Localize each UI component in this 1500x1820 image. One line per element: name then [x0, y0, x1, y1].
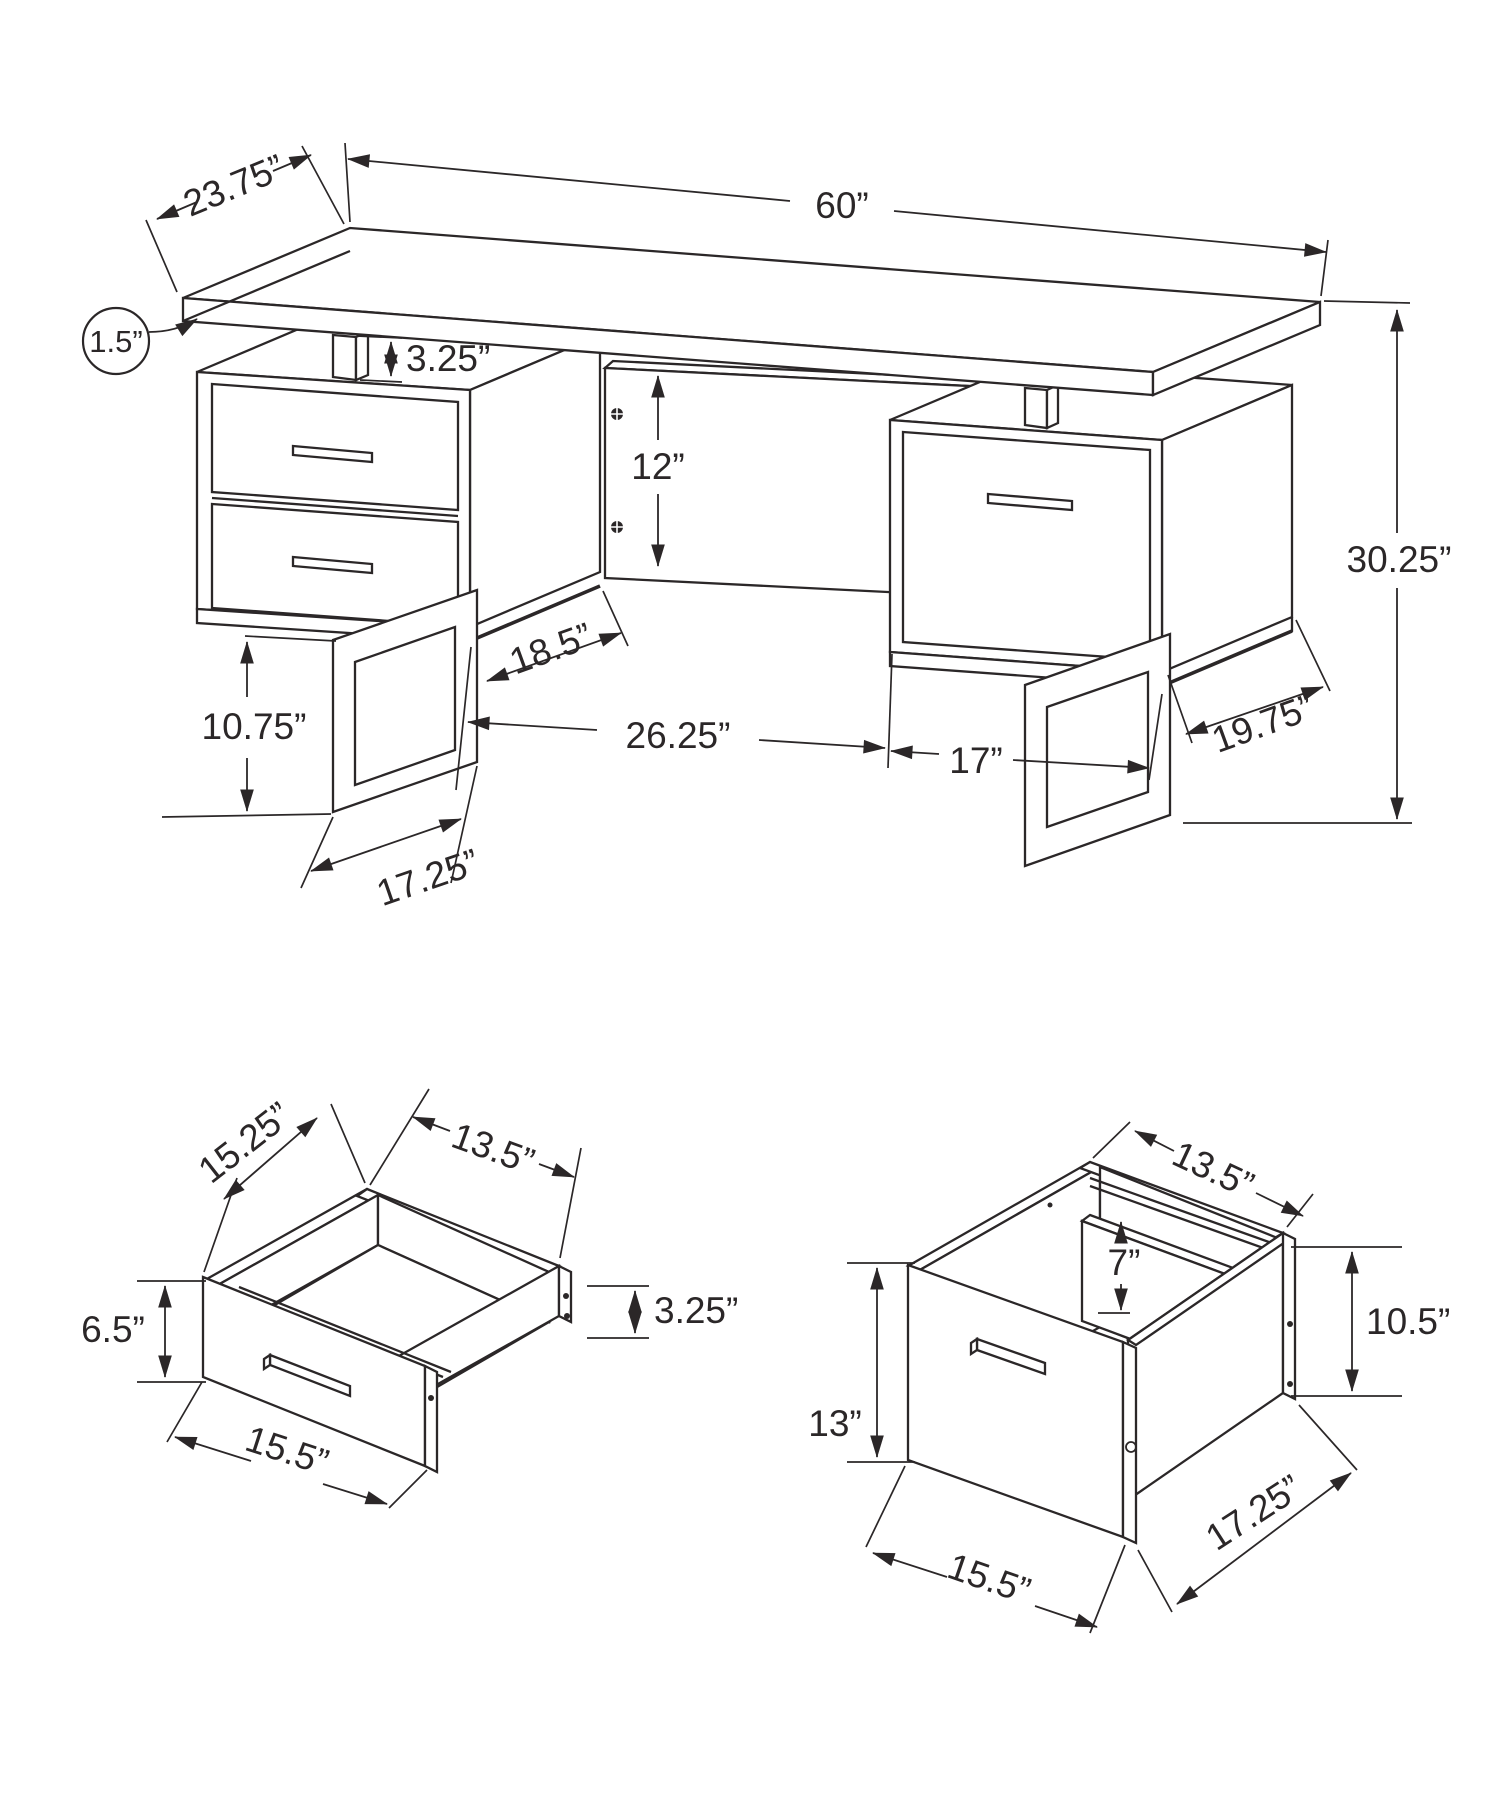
dim-drawer-front-height: 6.5”	[81, 1309, 145, 1350]
dim-back-panel-height: 12”	[631, 446, 685, 487]
left-pedestal	[197, 317, 600, 641]
dim-pedestal-depth: 18.5”	[504, 614, 598, 683]
dim-file-rail-height: 7”	[1107, 1242, 1141, 1283]
dim-overall-height: 30.25”	[1346, 539, 1452, 580]
dim-drawer-top-width: 13.5”	[446, 1114, 540, 1183]
dim-drawer-side-depth: 15.25”	[190, 1094, 299, 1192]
file-drawer-front	[903, 432, 1150, 660]
dim-top-thickness: 1.5”	[89, 324, 143, 359]
dim-riser-height: 3.25”	[406, 338, 491, 379]
dim-file-drawer-width: 17”	[949, 740, 1003, 781]
dim-leg-height: 10.75”	[201, 706, 307, 747]
dim-drawer-box-height: 3.25”	[654, 1290, 739, 1331]
desk-assembly-view	[83, 143, 1451, 914]
storage-drawer-view	[81, 1089, 738, 1508]
dim-file-top-width: 13.5”	[1166, 1133, 1261, 1206]
dim-file-front-height: 13”	[808, 1403, 862, 1444]
dim-file-box-height: 10.5”	[1366, 1301, 1451, 1342]
dim-drawer-front-width: 15.5”	[240, 1417, 334, 1484]
dim-file-side-depth: 17.25”	[1198, 1466, 1309, 1559]
dim-top-depth: 23.75”	[177, 146, 291, 225]
right-pedestal	[890, 365, 1292, 686]
file-drawer-view	[808, 1122, 1450, 1633]
dim-left-leg-depth: 17.25”	[371, 841, 485, 914]
left-pedestal-drawer-top	[212, 384, 458, 510]
dim-knee-clearance: 26.25”	[625, 715, 731, 756]
dim-top-width: 60”	[815, 185, 869, 226]
dim-file-front-width: 15.5”	[942, 1545, 1036, 1612]
dim-right-pedestal-depth: 19.75”	[1206, 686, 1320, 761]
